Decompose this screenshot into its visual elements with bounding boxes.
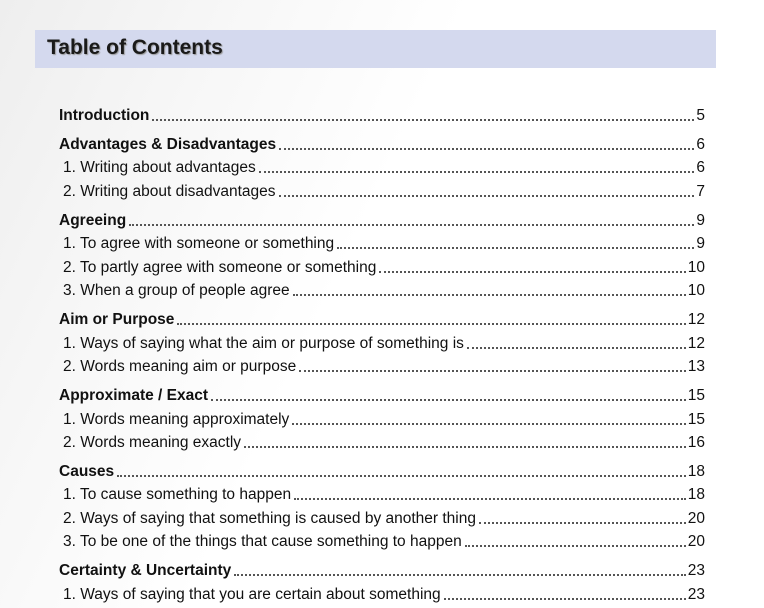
dot-leader	[379, 271, 685, 273]
toc-entry-page: 12	[687, 335, 705, 352]
toc-entry-label: 3. When a group of people agree	[63, 282, 290, 299]
toc-entry-label: Approximate / Exact	[59, 387, 209, 404]
toc-entry-page: 20	[687, 533, 705, 550]
toc-entry-page: 23	[687, 562, 705, 579]
dot-leader	[129, 224, 694, 226]
dot-leader	[294, 498, 686, 500]
toc-heading[interactable]	[59, 209, 705, 231]
toc-entry-label: 2. To partly agree with someone or something	[63, 259, 377, 276]
toc-entry-page: 16	[687, 434, 705, 451]
toc-entry-label: 2. Words meaning exactly	[63, 434, 242, 451]
toc-entry-label: 1. Ways of saying what the aim or purpose of something is	[63, 335, 464, 352]
toc-entry-label: 1. Writing about advantages	[63, 159, 256, 176]
toc-subentry[interactable]	[59, 156, 705, 178]
toc-entry-label: 1. To agree with someone or something	[63, 235, 335, 252]
toc-entry-page: 7	[696, 183, 705, 200]
toc-entry-label: 3. To be one of the things that cause something to happen	[63, 533, 462, 550]
dot-leader	[244, 446, 686, 448]
toc-entry-page: 6	[696, 159, 705, 176]
toc-entry-label: 2. Writing about disadvantages	[63, 183, 276, 200]
page-title: Table of Contents	[47, 36, 223, 59]
toc-subentry[interactable]	[59, 332, 705, 354]
dot-leader	[279, 148, 694, 150]
toc-subentry[interactable]	[59, 408, 705, 430]
toc-heading[interactable]	[59, 460, 705, 482]
toc-entry-page: 10	[687, 282, 705, 299]
dot-leader	[177, 323, 685, 325]
toc-entry-page: 12	[687, 311, 705, 328]
toc-entry-label: 2. Words meaning aim or purpose	[63, 358, 297, 375]
dot-leader	[293, 294, 686, 296]
dot-leader	[467, 347, 686, 349]
dot-leader	[337, 247, 694, 249]
toc-entry-page: 18	[687, 463, 705, 480]
toc-entry-page: 15	[687, 411, 705, 428]
toc-entry-page: 20	[687, 510, 705, 527]
toc-heading[interactable]	[59, 384, 705, 406]
toc-subentry[interactable]	[59, 180, 705, 202]
toc-subentry[interactable]	[59, 530, 705, 552]
toc-entry-label: 1. Ways of saying that you are certain about something	[63, 586, 441, 603]
toc-entry-page: 6	[696, 136, 705, 153]
toc-entry-label: 2. Ways of saying that something is caused by another thing	[63, 510, 476, 527]
dot-leader	[259, 171, 695, 173]
toc-heading[interactable]	[59, 308, 705, 330]
title-band	[35, 30, 716, 68]
toc-subentry[interactable]	[59, 583, 705, 605]
dot-leader	[279, 195, 695, 197]
toc-entry-page: 9	[696, 235, 705, 252]
toc-entry-label: 1. To cause something to happen	[63, 486, 292, 503]
toc-entry-label: 1. Words meaning approximately	[63, 411, 290, 428]
toc-entry-label: Agreeing	[59, 212, 127, 229]
toc-entry-label: Introduction	[59, 107, 150, 124]
toc-entry-label: Aim or Purpose	[59, 311, 175, 328]
dot-leader	[465, 545, 686, 547]
toc-heading[interactable]	[59, 559, 705, 581]
toc-subentry[interactable]	[59, 279, 705, 301]
toc-entry-label: Certainty & Uncertainty	[59, 562, 232, 579]
dot-leader	[234, 574, 685, 576]
dot-leader	[211, 399, 686, 401]
toc-entry-page: 13	[687, 358, 705, 375]
dot-leader	[152, 119, 694, 121]
toc-subentry[interactable]	[59, 431, 705, 453]
toc-subentry[interactable]	[59, 355, 705, 377]
toc-subentry[interactable]	[59, 507, 705, 529]
dot-leader	[117, 475, 686, 477]
toc-entry-page: 23	[687, 586, 705, 603]
toc-heading[interactable]	[59, 133, 705, 155]
toc-entry-page: 18	[687, 486, 705, 503]
dot-leader	[444, 598, 686, 600]
toc-subentry[interactable]	[59, 232, 705, 254]
toc-subentry[interactable]	[59, 256, 705, 278]
dot-leader	[479, 522, 686, 524]
toc-entry-page: 10	[687, 259, 705, 276]
dot-leader	[299, 370, 686, 372]
toc-entry-label: Causes	[59, 463, 115, 480]
toc-entry-label: Advantages & Disadvantages	[59, 136, 277, 153]
dot-leader	[292, 423, 685, 425]
toc-entry-page: 5	[696, 107, 705, 124]
toc-subentry[interactable]	[59, 483, 705, 505]
toc-heading[interactable]	[59, 104, 705, 126]
toc-entry-page: 15	[687, 387, 705, 404]
toc-entry-page: 9	[696, 212, 705, 229]
